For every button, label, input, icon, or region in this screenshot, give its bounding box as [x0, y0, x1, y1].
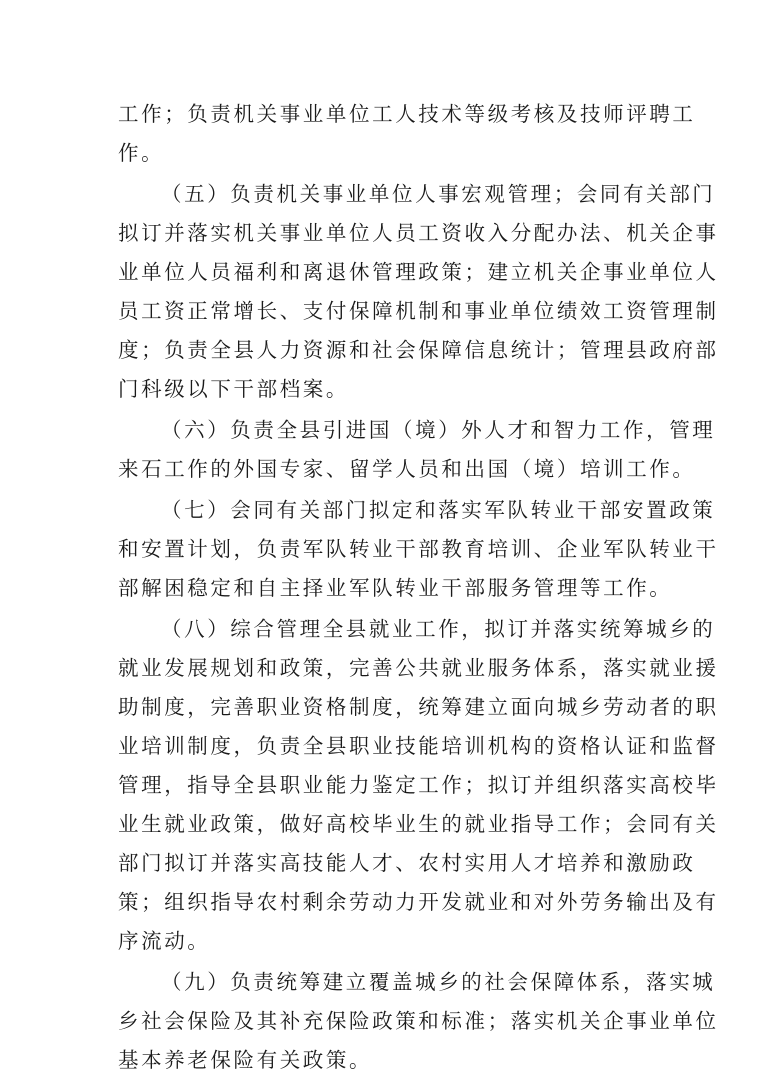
text-line: 作。 [118, 141, 165, 165]
text-line: （七）会同有关部门拟定和落实军队转业干部安置政策 [161, 498, 716, 522]
text-line: 基本养老保险有关政策。 [118, 1048, 373, 1072]
text-line: 管理，指导全县职业能力鉴定工作；拟订并组织落实高校毕 [118, 773, 719, 797]
text-line: 就业发展规划和政策，完善公共就业服务体系，落实就业援 [118, 656, 719, 680]
text-line: 业培训制度，负责全县职业技能培训机构的资格认证和监督 [118, 734, 719, 758]
text-line: 门科级以下干部档案。 [118, 377, 349, 401]
text-line: 序流动。 [118, 929, 211, 953]
text-line: 拟订并落实机关事业单位人员工资收入分配办法、机关企事 [118, 221, 719, 245]
text-line: 工作；负责机关事业单位工人技术等级考核及技师评聘工 [118, 102, 696, 126]
text-line: 业生就业政策，做好高校毕业生的就业指导工作；会同有关 [118, 812, 719, 836]
text-line: （九）负责统筹建立覆盖城乡的社会保障体系，落实城 [161, 970, 716, 994]
document-body [118, 95, 719, 1080]
text-line: 乡社会保险及其补充保险政策和标准；落实机关企事业单位 [118, 1009, 719, 1033]
text-line: 和安置计划，负责军队转业干部教育培训、企业军队转业干 [118, 537, 719, 561]
text-line: （六）负责全县引进国（境）外人才和智力工作，管理 [161, 418, 716, 442]
text-line: 业单位人员福利和离退休管理政策；建立机关企事业单位人 [118, 260, 719, 284]
text-line: 来石工作的外国专家、留学人员和出国（境）培训工作。 [118, 457, 696, 481]
text-line: 员工资正常增长、支付保障机制和事业单位绩效工资管理制 [118, 299, 719, 323]
text-line: 部门拟订并落实高技能人才、农村实用人才培养和激励政 [118, 851, 696, 875]
text-line: 助制度，完善职业资格制度，统筹建立面向城乡劳动者的职 [118, 695, 719, 719]
text-line: 策；组织指导农村剩余劳动力开发就业和对外劳务输出及有 [118, 890, 719, 914]
text-line: （五）负责机关事业单位人事宏观管理；会同有关部门 [161, 182, 716, 206]
text-line: 度；负责全县人力资源和社会保障信息统计；管理县政府部 [118, 338, 719, 362]
text-line: 部解困稳定和自主择业军队转业干部服务管理等工作。 [118, 576, 673, 600]
text-line: （八）综合管理全县就业工作，拟订并落实统筹城乡的 [161, 617, 716, 641]
